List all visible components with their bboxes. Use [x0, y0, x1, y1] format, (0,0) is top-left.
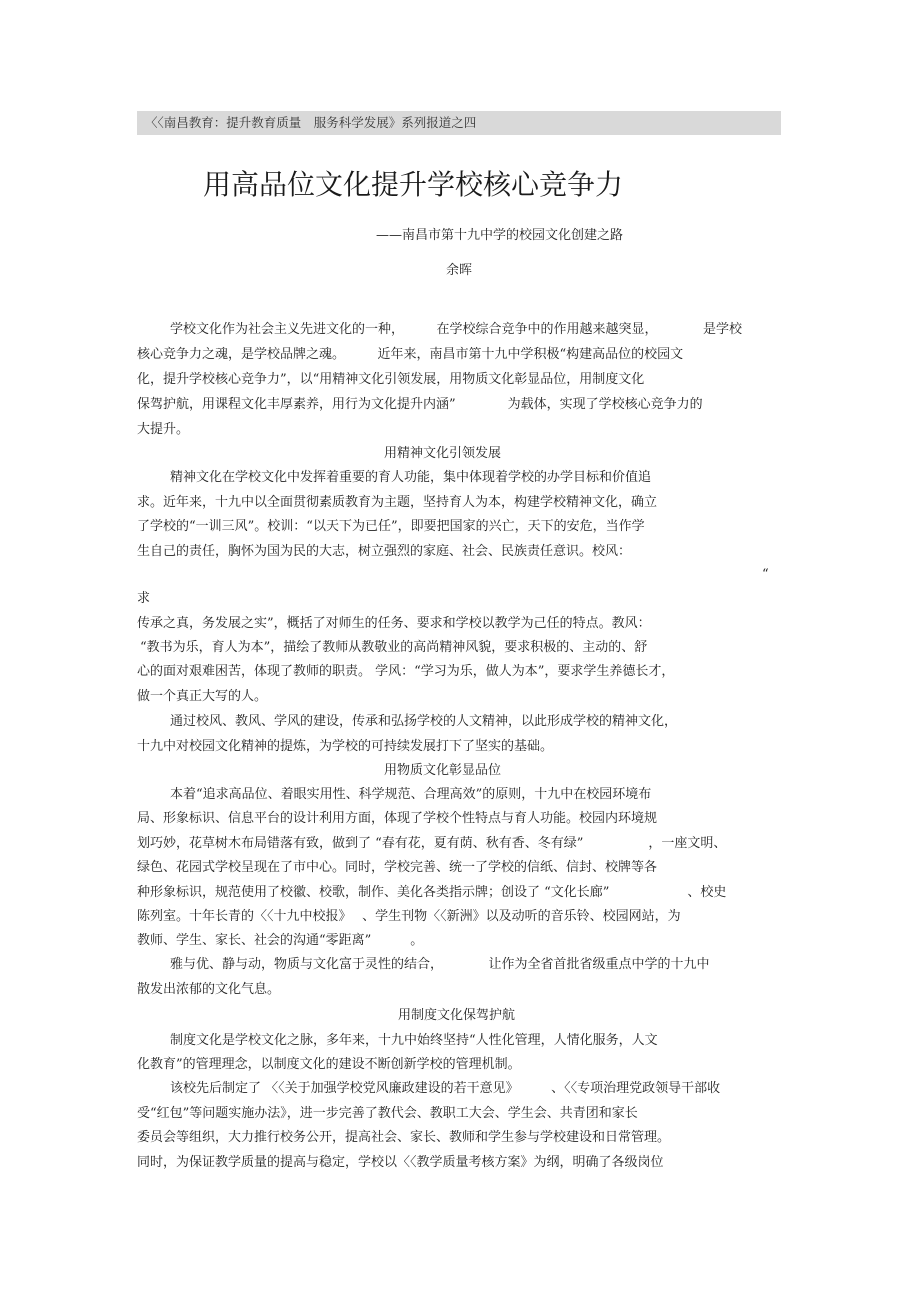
article-subtitle: ——南昌市第十九中学的校园文化创建之路	[376, 228, 624, 243]
section2-line: 种形象标识，规范使用了校徽、校歌，制作、美化各类指示牌；创设了 “文化长廊” 、校史	[137, 885, 727, 900]
section1-line: 精神文化在学校文化中发挥着重要的育人功能，集中体现着学校的办学目标和价值追	[170, 470, 652, 485]
section3-line: 同时，为保证教学质量的提高与稳定，学校以〈〈教学质量考核方案》为纲，明确了各级岗位	[137, 1155, 664, 1170]
section3-line: 受“红包”等问题实施办法》，进一步完善了教代会、教职工大会、学生会、共青团和家长	[137, 1106, 638, 1121]
intro-line: 大提升。	[137, 422, 190, 437]
section3-line: 化教育”的管理理念，以制度文化的建设不断创新学校的管理机制。	[137, 1057, 521, 1072]
section2-line: 划巧妙，花草树木布局错落有致，做到了 “春有花，夏有荫、秋有香、冬有绿” ，一座文明、	[137, 836, 727, 851]
section-heading-system: 用制度文化保驾护航	[398, 1008, 516, 1023]
section1-line: “	[762, 567, 769, 582]
section1-line: 求。近年来，十九中以全面贯彻素质教育为主题，坚持育人为本，构建学校精神文化，确立	[137, 495, 658, 510]
section2-line: 散发出浓郁的文化气息。	[137, 982, 281, 997]
article-author: 余晖	[446, 263, 473, 278]
intro-line: 学校文化作为社会主义先进文化的一种， 在学校综合竞争中的作用越来越突显， 是学校	[170, 322, 743, 337]
section1-line: “教书为乐，育人为本”，描绘了教师从教敬业的高尚精神风貌，要求积极的、主动的、舒	[140, 640, 648, 655]
section1-line: 求	[137, 591, 151, 606]
series-banner: 〈〈南昌教育：提升教育质量 服务科学发展》系列报道之四	[137, 111, 781, 135]
intro-line: 保驾护航，用课程文化丰厚素养，用行为文化提升内涵” 为载体，实现了学校核心竞争力的	[137, 397, 703, 412]
section1-line: 心的面对艰难困苦，体现了教师的职责。 学风：“学习为乐，做人为本”，要求学生养德长才，	[137, 664, 675, 679]
section2-line: 局、形象标识、信息平台的设计利用方面，体现了学校个性特点与育人功能。校园内环境规	[137, 811, 658, 826]
section1-line: 生自己的责任，胸怀为国为民的大志，树立强烈的家庭、社会、民族责任意识。校风：	[137, 544, 632, 559]
section3-line: 该校先后制定了 〈〈关于加强学校党风廉政建设的若干意见》 、〈〈专项治理党政领导干部收	[170, 1081, 721, 1096]
section1-line: 了学校的“一训三风”。校训：“以天下为已任”，即要把国家的兴亡，天下的安危，当作学	[137, 519, 645, 534]
section1-line: 十九中对校园文化精神的提炼，为学校的可持续发展打下了坚实的基础。	[137, 739, 554, 754]
section2-line: 陈列室。十年长青的〈〈十九中校报》 、学生刊物〈〈新洲》以及动听的音乐铃、校园网站，为	[137, 909, 681, 924]
section3-line: 制度文化是学校文化之脉，多年来，十九中始终坚持“人性化管理，人情化服务，人文	[170, 1033, 658, 1048]
section-heading-spirit: 用精神文化引领发展	[384, 446, 502, 461]
section2-line: 教师、学生、家长、社会的沟通“零距离” 。	[137, 933, 424, 948]
section2-line: 雅与优、静与动，物质与文化富于灵性的结合， 让作为全省首批省级重点中学的十九中	[170, 957, 710, 972]
section2-line: 本着“追求高品位、着眼实用性、科学规范、合理高效”的原则，十九中在校园环境布	[170, 787, 652, 802]
section-heading-material: 用物质文化彰显品位	[384, 763, 502, 778]
intro-line: 化，提升学校核心竞争力”，以“用精神文化引领发展，用物质文化彰显品位，用制度文化	[137, 372, 645, 387]
intro-line: 核心竞争力之魂，是学校品牌之魂。 近年来，南昌市第十九中学积极“构建高品位的校园文	[137, 347, 684, 362]
section1-line: 通过校风、教风、学风的建设，传承和弘扬学校的人文精神，以此形成学校的精神文化，	[170, 714, 678, 729]
article-title: 用高品位文化提升学校核心竞争力	[203, 168, 624, 201]
section1-line: 做一个真正大写的人。	[137, 689, 268, 704]
section2-line: 绿色、花园式学校呈现在了市中心。同时，学校完善、统一了学校的信纸、信封、校牌等各	[137, 860, 658, 875]
section1-line: 传承之真，务发展之实”，概括了对师生的任务、要求和学校以教学为己任的特点。教风：	[137, 616, 651, 631]
section3-line: 委员会等组织，大力推行校务公开，提高社会、家长、教师和学生参与学校建设和日常管理。	[137, 1130, 671, 1145]
